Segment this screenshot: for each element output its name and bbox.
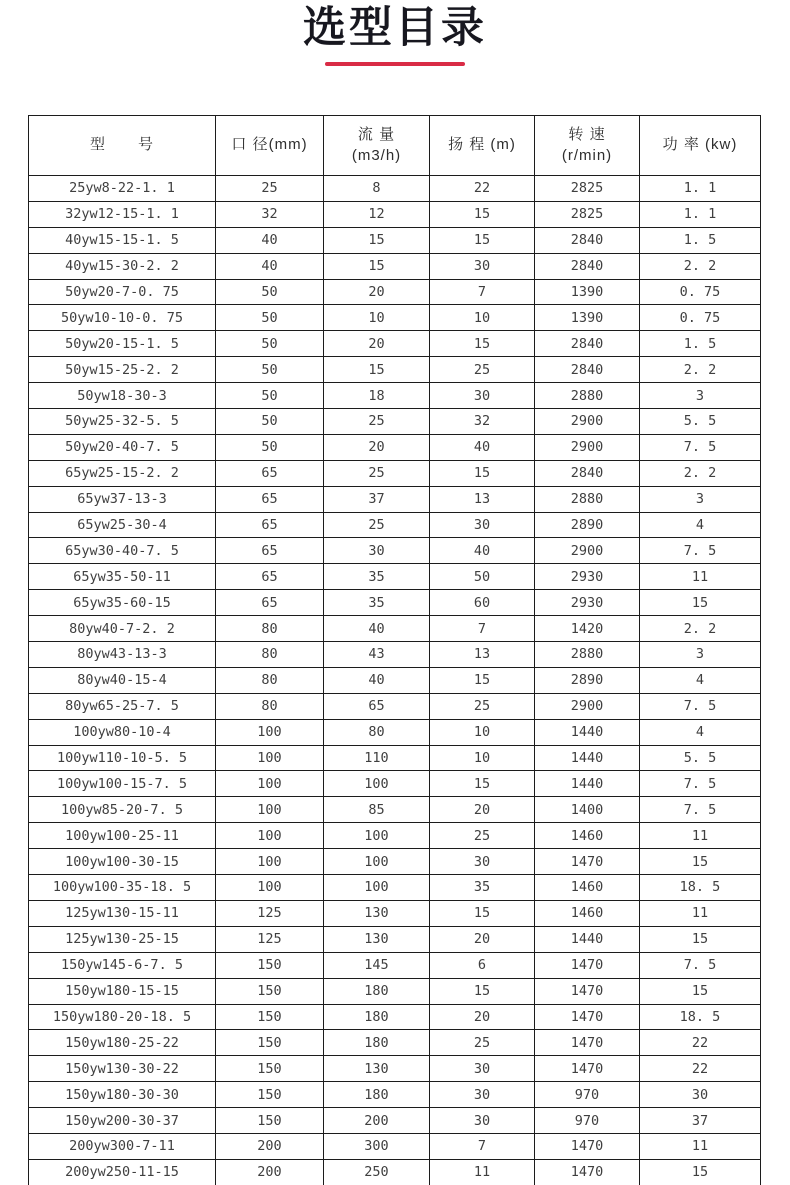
table-cell-power: 11 [640,900,761,926]
table-cell-diameter: 65 [216,590,324,616]
table-cell-diameter: 150 [216,1030,324,1056]
table-cell-diameter: 200 [216,1133,324,1159]
table-row [29,176,761,202]
table-cell-flow: 300 [324,1133,430,1159]
table-cell-power: 4 [640,512,761,538]
table-cell-model: 50yw18-30-3 [29,383,216,409]
table-cell-head: 30 [430,849,535,875]
table-cell-speed: 2930 [535,590,640,616]
table-cell-head: 7 [430,279,535,305]
table-cell-diameter: 150 [216,1108,324,1134]
table-cell-model: 50yw20-15-1. 5 [29,331,216,357]
table-row [29,978,761,1004]
table-cell-head: 6 [430,952,535,978]
table-row [29,900,761,926]
table-cell-flow: 110 [324,745,430,771]
table-cell-power: 2. 2 [640,460,761,486]
table-cell-diameter: 125 [216,900,324,926]
title-underline [325,62,465,66]
table-row [29,512,761,538]
table-cell-head: 15 [430,460,535,486]
table-cell-flow: 20 [324,279,430,305]
column-header-diameter [216,116,324,176]
table-cell-head: 13 [430,486,535,512]
table-cell-power: 7. 5 [640,771,761,797]
column-header-power [640,116,761,176]
table-cell-diameter: 100 [216,849,324,875]
table-cell-speed: 1470 [535,1056,640,1082]
table-cell-model: 80yw65-25-7. 5 [29,693,216,719]
table-row [29,564,761,590]
table-cell-diameter: 80 [216,693,324,719]
table-cell-model: 200yw250-11-15 [29,1159,216,1185]
table-cell-diameter: 80 [216,667,324,693]
table-cell-model: 150yw145-6-7. 5 [29,952,216,978]
column-header-line: 流 量 [357,126,396,144]
column-header-flow [324,116,430,176]
table-row [29,253,761,279]
table-row [29,227,761,253]
column-header-line: 型 号 [89,136,154,154]
table-cell-speed: 1470 [535,1159,640,1185]
table-cell-head: 25 [430,1030,535,1056]
table-cell-diameter: 100 [216,745,324,771]
table-cell-flow: 85 [324,797,430,823]
table-cell-diameter: 125 [216,926,324,952]
table-cell-speed: 2890 [535,512,640,538]
table-cell-flow: 43 [324,642,430,668]
column-header-line: 功 率 (kw) [662,136,738,154]
table-cell-model: 40yw15-30-2. 2 [29,253,216,279]
table-row [29,331,761,357]
table-cell-flow: 40 [324,667,430,693]
table-cell-model: 150yw200-30-37 [29,1108,216,1134]
table-cell-diameter: 100 [216,719,324,745]
table-cell-flow: 15 [324,253,430,279]
table-row [29,434,761,460]
table-row [29,926,761,952]
table-cell-power: 11 [640,1133,761,1159]
table-cell-speed: 1470 [535,952,640,978]
table-cell-diameter: 32 [216,201,324,227]
column-header-line: (m3/h) [351,146,402,164]
table-cell-speed: 1470 [535,1004,640,1030]
table-cell-model: 65yw35-50-11 [29,564,216,590]
table-cell-power: 15 [640,590,761,616]
table-cell-model: 40yw15-15-1. 5 [29,227,216,253]
table-cell-flow: 18 [324,383,430,409]
table-cell-diameter: 65 [216,538,324,564]
table-cell-power: 7. 5 [640,797,761,823]
table-cell-model: 100yw100-30-15 [29,849,216,875]
table-cell-diameter: 150 [216,1004,324,1030]
table-cell-speed: 1460 [535,900,640,926]
table-cell-head: 25 [430,823,535,849]
table-cell-flow: 250 [324,1159,430,1185]
table-cell-speed: 1470 [535,1133,640,1159]
table-row [29,538,761,564]
table-cell-speed: 1470 [535,849,640,875]
table-cell-power: 5. 5 [640,409,761,435]
table-cell-head: 20 [430,1004,535,1030]
table-cell-speed: 2840 [535,227,640,253]
table-cell-model: 150yw180-30-30 [29,1082,216,1108]
table-cell-model: 65yw37-13-3 [29,486,216,512]
table-cell-diameter: 50 [216,279,324,305]
table-cell-head: 25 [430,693,535,719]
table-cell-speed: 970 [535,1082,640,1108]
table-cell-model: 32yw12-15-1. 1 [29,201,216,227]
table-cell-power: 7. 5 [640,434,761,460]
table-row [29,357,761,383]
table-cell-head: 13 [430,642,535,668]
table-row [29,279,761,305]
table-cell-head: 15 [430,201,535,227]
table-cell-head: 15 [430,771,535,797]
table-cell-power: 22 [640,1030,761,1056]
table-cell-model: 50yw25-32-5. 5 [29,409,216,435]
table-cell-head: 60 [430,590,535,616]
table-cell-model: 80yw40-15-4 [29,667,216,693]
table-cell-speed: 2900 [535,409,640,435]
table-cell-model: 150yw180-15-15 [29,978,216,1004]
table-cell-diameter: 80 [216,616,324,642]
table-cell-speed: 2825 [535,176,640,202]
table-cell-head: 20 [430,797,535,823]
table-cell-diameter: 40 [216,253,324,279]
table-cell-diameter: 50 [216,305,324,331]
table-cell-flow: 15 [324,357,430,383]
table-cell-flow: 130 [324,1056,430,1082]
table-row [29,590,761,616]
table-cell-model: 100yw80-10-4 [29,719,216,745]
page-title: 选型目录 [303,4,487,52]
table-cell-speed: 1390 [535,279,640,305]
column-header-line: 转 速 [568,126,606,144]
table-cell-power: 3 [640,383,761,409]
table-cell-model: 100yw110-10-5. 5 [29,745,216,771]
table-cell-head: 10 [430,719,535,745]
column-header-line: 扬 程 (m) [448,136,516,154]
table-cell-flow: 25 [324,512,430,538]
table-row [29,875,761,901]
table-cell-speed: 1400 [535,797,640,823]
table-cell-power: 4 [640,719,761,745]
table-cell-flow: 100 [324,849,430,875]
table-cell-flow: 100 [324,823,430,849]
table-row [29,771,761,797]
table-cell-head: 30 [430,383,535,409]
table-cell-model: 150yw180-20-18. 5 [29,1004,216,1030]
table-cell-head: 30 [430,1108,535,1134]
table-cell-diameter: 100 [216,823,324,849]
table-cell-model: 65yw30-40-7. 5 [29,538,216,564]
table-row [29,1030,761,1056]
table-cell-flow: 100 [324,771,430,797]
table-cell-power: 11 [640,564,761,590]
table-row [29,1082,761,1108]
table-cell-flow: 80 [324,719,430,745]
table-cell-power: 1. 1 [640,201,761,227]
table-cell-head: 15 [430,331,535,357]
table-cell-power: 22 [640,1056,761,1082]
table-cell-power: 5. 5 [640,745,761,771]
table-row [29,1133,761,1159]
table-cell-model: 150yw130-30-22 [29,1056,216,1082]
table-cell-diameter: 150 [216,1082,324,1108]
table-cell-model: 125yw130-15-11 [29,900,216,926]
table-cell-speed: 2880 [535,486,640,512]
table-cell-head: 40 [430,538,535,564]
table-cell-speed: 2900 [535,434,640,460]
table-cell-head: 30 [430,512,535,538]
table-cell-power: 7. 5 [640,952,761,978]
table-cell-diameter: 100 [216,797,324,823]
table-row [29,797,761,823]
table-cell-flow: 130 [324,900,430,926]
table-cell-model: 100yw85-20-7. 5 [29,797,216,823]
table-cell-diameter: 100 [216,875,324,901]
table-row [29,1159,761,1185]
table-cell-flow: 100 [324,875,430,901]
table-cell-speed: 2890 [535,667,640,693]
table-row [29,305,761,331]
table-cell-speed: 1460 [535,875,640,901]
table-cell-flow: 8 [324,176,430,202]
table-cell-speed: 2930 [535,564,640,590]
table-cell-head: 32 [430,409,535,435]
table-cell-power: 7. 5 [640,538,761,564]
table-row [29,383,761,409]
table-cell-diameter: 65 [216,512,324,538]
table-row [29,409,761,435]
column-header-model [29,116,216,176]
table-cell-model: 65yw25-30-4 [29,512,216,538]
table-cell-model: 200yw300-7-11 [29,1133,216,1159]
column-header-line: 口 径(mm) [231,136,308,154]
table-cell-power: 4 [640,667,761,693]
table-cell-power: 2. 2 [640,616,761,642]
table-cell-power: 7. 5 [640,693,761,719]
table-cell-power: 2. 2 [640,357,761,383]
table-cell-power: 15 [640,926,761,952]
table-cell-flow: 180 [324,1082,430,1108]
table-cell-power: 30 [640,1082,761,1108]
table-cell-model: 80yw40-7-2. 2 [29,616,216,642]
table-row [29,693,761,719]
table-cell-diameter: 50 [216,357,324,383]
table-cell-flow: 180 [324,1004,430,1030]
table-row [29,1108,761,1134]
table-cell-head: 30 [430,1082,535,1108]
table-cell-diameter: 200 [216,1159,324,1185]
table-cell-model: 50yw10-10-0. 75 [29,305,216,331]
table-cell-power: 3 [640,486,761,512]
table-cell-power: 11 [640,823,761,849]
table-cell-model: 50yw15-25-2. 2 [29,357,216,383]
table-cell-power: 0. 75 [640,279,761,305]
table-cell-head: 10 [430,305,535,331]
table-cell-model: 50yw20-40-7. 5 [29,434,216,460]
table-cell-head: 10 [430,745,535,771]
table-header [29,116,761,176]
table-cell-flow: 25 [324,409,430,435]
table-cell-head: 22 [430,176,535,202]
table-cell-speed: 2840 [535,331,640,357]
table-cell-speed: 2880 [535,642,640,668]
column-header-line: (r/min) [561,146,613,164]
table-cell-model: 65yw25-15-2. 2 [29,460,216,486]
table-cell-speed: 2880 [535,383,640,409]
table-row [29,486,761,512]
table-row [29,745,761,771]
table-row [29,1056,761,1082]
table-cell-head: 30 [430,1056,535,1082]
table-body [29,176,761,1185]
table-cell-head: 30 [430,253,535,279]
table-cell-power: 15 [640,978,761,1004]
table-row [29,719,761,745]
table-cell-speed: 2840 [535,460,640,486]
table-cell-head: 50 [430,564,535,590]
table-cell-speed: 1440 [535,719,640,745]
table-cell-speed: 2840 [535,253,640,279]
table-cell-head: 15 [430,900,535,926]
table-cell-power: 15 [640,849,761,875]
table-cell-model: 100yw100-25-11 [29,823,216,849]
table-row [29,642,761,668]
table-cell-power: 1. 1 [640,176,761,202]
table-cell-power: 37 [640,1108,761,1134]
table-cell-speed: 1440 [535,771,640,797]
table-cell-head: 15 [430,227,535,253]
table-cell-head: 40 [430,434,535,460]
table-cell-diameter: 50 [216,331,324,357]
table-cell-head: 15 [430,667,535,693]
table-cell-model: 100yw100-15-7. 5 [29,771,216,797]
table-cell-head: 15 [430,978,535,1004]
table-cell-flow: 30 [324,538,430,564]
table-cell-flow: 200 [324,1108,430,1134]
table-cell-speed: 1420 [535,616,640,642]
table-cell-model: 80yw43-13-3 [29,642,216,668]
table-cell-head: 11 [430,1159,535,1185]
table-row [29,460,761,486]
table-cell-speed: 2900 [535,693,640,719]
table-cell-power: 18. 5 [640,875,761,901]
table-cell-flow: 35 [324,590,430,616]
table-cell-flow: 37 [324,486,430,512]
table-cell-model: 125yw130-25-15 [29,926,216,952]
table-cell-model: 100yw100-35-18. 5 [29,875,216,901]
table-row [29,849,761,875]
table-cell-head: 7 [430,1133,535,1159]
table-cell-flow: 130 [324,926,430,952]
table-cell-head: 20 [430,926,535,952]
table-cell-flow: 20 [324,434,430,460]
column-header-speed [535,116,640,176]
table-cell-speed: 1440 [535,926,640,952]
table-cell-diameter: 80 [216,642,324,668]
table-cell-speed: 1390 [535,305,640,331]
table-cell-power: 1. 5 [640,227,761,253]
table-cell-diameter: 40 [216,227,324,253]
table-cell-head: 25 [430,357,535,383]
table-cell-diameter: 150 [216,1056,324,1082]
table-cell-diameter: 150 [216,952,324,978]
table-cell-speed: 1470 [535,1030,640,1056]
table-cell-speed: 1440 [535,745,640,771]
table-cell-diameter: 150 [216,978,324,1004]
table-cell-flow: 180 [324,978,430,1004]
table-cell-diameter: 65 [216,486,324,512]
table-cell-diameter: 65 [216,460,324,486]
table-cell-diameter: 50 [216,434,324,460]
table-cell-flow: 10 [324,305,430,331]
table-cell-diameter: 100 [216,771,324,797]
table-cell-flow: 12 [324,201,430,227]
table-cell-flow: 180 [324,1030,430,1056]
table-row [29,667,761,693]
table-cell-model: 25yw8-22-1. 1 [29,176,216,202]
table-cell-head: 35 [430,875,535,901]
table-cell-power: 15 [640,1159,761,1185]
table-cell-speed: 1460 [535,823,640,849]
table-cell-flow: 15 [324,227,430,253]
table-cell-flow: 40 [324,616,430,642]
table-cell-speed: 2900 [535,538,640,564]
table-cell-flow: 25 [324,460,430,486]
table-cell-diameter: 65 [216,564,324,590]
table-cell-diameter: 25 [216,176,324,202]
table-row [29,823,761,849]
table-cell-power: 0. 75 [640,305,761,331]
table-cell-flow: 35 [324,564,430,590]
table-cell-model: 50yw20-7-0. 75 [29,279,216,305]
table-cell-power: 18. 5 [640,1004,761,1030]
table-cell-speed: 2840 [535,357,640,383]
table-cell-model: 150yw180-25-22 [29,1030,216,1056]
table-row [29,201,761,227]
header-row [29,116,761,176]
table-row [29,1004,761,1030]
selection-table [28,115,761,1185]
table-cell-power: 2. 2 [640,253,761,279]
table-cell-speed: 970 [535,1108,640,1134]
column-header-head [430,116,535,176]
table-cell-head: 7 [430,616,535,642]
table-cell-flow: 65 [324,693,430,719]
table-cell-power: 3 [640,642,761,668]
table-cell-diameter: 50 [216,409,324,435]
table-cell-flow: 20 [324,331,430,357]
table-cell-flow: 145 [324,952,430,978]
table-row [29,952,761,978]
table-cell-model: 65yw35-60-15 [29,590,216,616]
table-cell-speed: 2825 [535,201,640,227]
table-cell-speed: 1470 [535,978,640,1004]
table-cell-diameter: 50 [216,383,324,409]
table-row [29,616,761,642]
table-cell-power: 1. 5 [640,331,761,357]
selection-table-wrapper [28,115,760,1185]
